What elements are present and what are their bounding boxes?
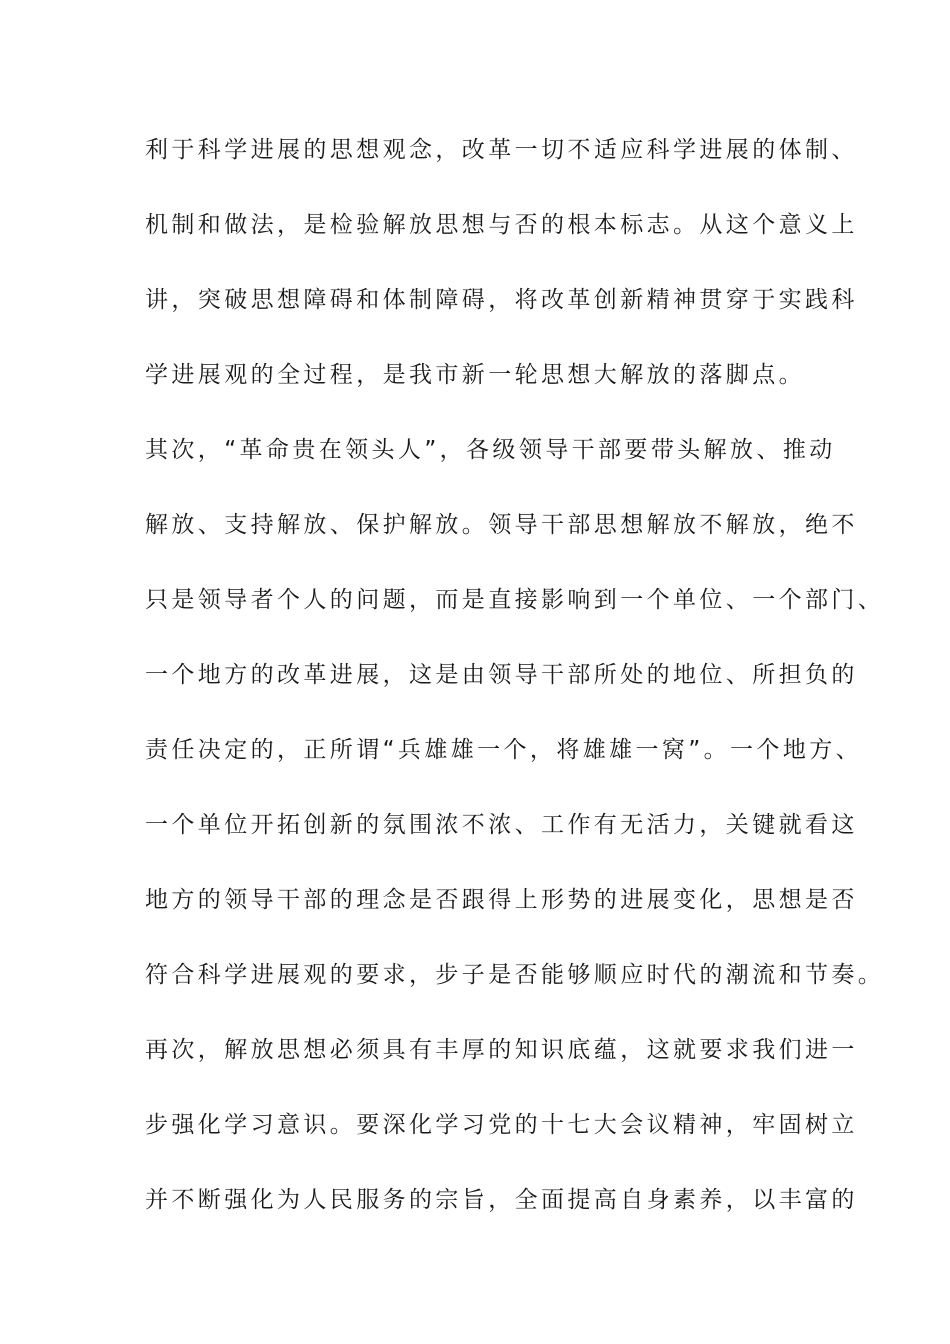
text-line: 解放、支持解放、保护解放。领导干部思想解放不解放，绝不 (145, 512, 858, 538)
text-line: 只是领导者个人的问题，而是直接影响到一个单位、一个部门、 (145, 587, 885, 613)
text-line: 责任决定的，正所谓“兵雄雄一个，将雄雄一窝”。一个地方、 (145, 737, 863, 763)
text-line: 符合科学进展观的要求，步子是否能够顺应时代的潮流和节奏。 (145, 962, 885, 988)
text-line: 一个单位开拓创新的氛围浓不浓、工作有无活力，关键就看这 (145, 812, 858, 838)
text-line: 学进展观的全过程，是我市新一轮思想大解放的落脚点。 (145, 362, 805, 388)
text-line: 地方的领导干部的理念是否跟得上形势的进展变化，思想是否 (145, 887, 858, 913)
text-line: 再次，解放思想必须具有丰厚的知识底蕴，这就要求我们进一 (145, 1037, 858, 1063)
text-line: 并不断强化为人民服务的宗旨，全面提高自身素养，以丰富的 (145, 1187, 858, 1213)
text-line: 机制和做法，是检验解放思想与否的根本标志。从这个意义上 (145, 212, 858, 238)
text-line: 其次，“革命贵在领头人”，各级领导干部要带头解放、推动 (145, 437, 836, 463)
text-line: 利于科学进展的思想观念，改革一切不适应科学进展的体制、 (145, 137, 858, 163)
text-line: 讲，突破思想障碍和体制障碍，将改革创新精神贯穿于实践科 (145, 287, 858, 313)
text-line: 一个地方的改革进展，这是由领导干部所处的地位、所担负的 (145, 662, 858, 688)
text-line: 步强化学习意识。要深化学习党的十七大会议精神，牢固树立 (145, 1112, 858, 1138)
